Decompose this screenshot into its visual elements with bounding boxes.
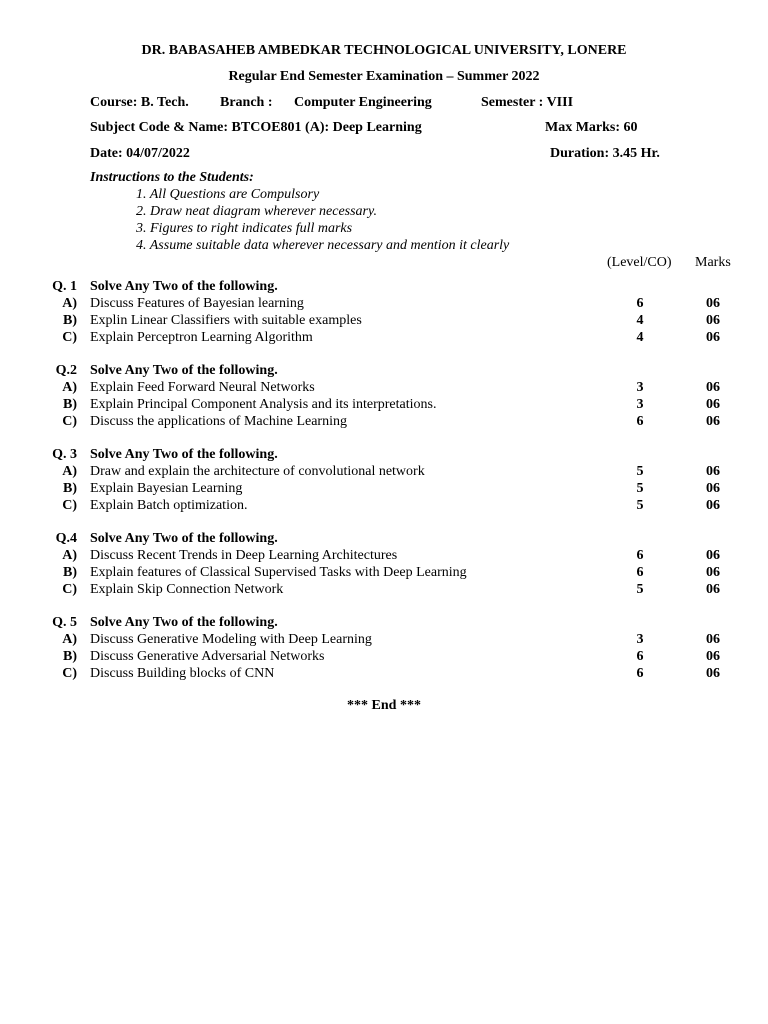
part-marks: 06 [706, 380, 720, 395]
instruction-item: 3. Figures to right indicates full marks [136, 221, 353, 236]
question-title: Solve Any Two of the following. [90, 279, 278, 294]
part-marks: 06 [706, 582, 720, 597]
part-marks: 06 [706, 296, 720, 311]
part-text: Explain Perceptron Learning Algorithm [90, 330, 313, 345]
part-level: 6 [636, 649, 644, 664]
part-text: Explain Bayesian Learning [90, 481, 243, 496]
part-label: C) [62, 582, 77, 597]
part-level: 6 [636, 565, 644, 580]
instruction-item: 1. All Questions are Compulsory [136, 187, 320, 202]
question-number: Q.4 [55, 531, 77, 546]
part-text: Discuss the applications of Machine Learning [90, 414, 347, 429]
part-level: 3 [636, 380, 644, 395]
branch-label: Branch : [220, 95, 273, 110]
exam-title: Regular End Semester Examination – Summer 2022 [228, 69, 540, 84]
part-text: Discuss Building blocks of CNN [90, 666, 275, 681]
question-title: Solve Any Two of the following. [90, 363, 278, 378]
part-text: Explain Feed Forward Neural Networks [90, 380, 315, 395]
part-marks: 06 [706, 313, 720, 328]
part-marks: 06 [706, 632, 720, 647]
part-marks: 06 [706, 414, 720, 429]
part-marks: 06 [706, 464, 720, 479]
part-text: Discuss Generative Modeling with Deep Learning [90, 632, 372, 647]
part-level: 3 [636, 632, 644, 647]
part-label: B) [63, 481, 77, 496]
part-level: 5 [636, 498, 644, 513]
part-label: A) [62, 464, 77, 479]
part-level: 6 [636, 666, 644, 681]
part-level: 5 [636, 582, 644, 597]
end-marker: *** End *** [347, 698, 421, 713]
part-text: Explain Principal Component Analysis and its interpretations. [90, 397, 437, 412]
part-label: B) [63, 397, 77, 412]
level-column-header: (Level/CO) [607, 255, 672, 270]
part-marks: 06 [706, 397, 720, 412]
part-label: B) [63, 313, 77, 328]
part-level: 6 [636, 296, 644, 311]
question-title: Solve Any Two of the following. [90, 615, 278, 630]
question-number: Q. 3 [52, 447, 77, 462]
branch-value: Computer Engineering [294, 95, 432, 110]
part-level: 5 [636, 481, 644, 496]
part-level: 4 [636, 330, 644, 345]
question-number: Q. 1 [52, 279, 77, 294]
part-label: C) [62, 330, 77, 345]
part-text: Draw and explain the architecture of convolutional network [90, 464, 425, 479]
university-title: DR. BABASAHEB AMBEDKAR TECHNOLOGICAL UNIVERSITY, LONERE [141, 43, 627, 58]
part-label: A) [62, 632, 77, 647]
part-level: 6 [636, 414, 644, 429]
part-marks: 06 [706, 649, 720, 664]
part-label: B) [63, 565, 77, 580]
max-marks: Max Marks: 60 [545, 120, 638, 135]
marks-column-header: Marks [695, 255, 731, 270]
subject-label: Subject Code & Name: BTCOE801 (A): Deep Learning [90, 120, 422, 135]
part-text: Explain Batch optimization. [90, 498, 248, 513]
instructions-title: Instructions to the Students: [90, 170, 254, 185]
part-text: Discuss Features of Bayesian learning [90, 296, 304, 311]
instruction-item: 4. Assume suitable data wherever necessary and mention it clearly [136, 238, 510, 253]
part-marks: 06 [706, 498, 720, 513]
part-text: Explain Skip Connection Network [90, 582, 284, 597]
part-level: 6 [636, 548, 644, 563]
part-level: 5 [636, 464, 644, 479]
part-marks: 06 [706, 481, 720, 496]
semester-label: Semester : VIII [481, 95, 574, 110]
question-number: Q.2 [55, 363, 77, 378]
question-title: Solve Any Two of the following. [90, 447, 278, 462]
part-text: Explain features of Classical Supervised Tasks with Deep Learning [90, 565, 467, 580]
part-label: A) [62, 380, 77, 395]
part-label: C) [62, 666, 77, 681]
part-level: 3 [636, 397, 644, 412]
part-text: Discuss Recent Trends in Deep Learning Architectures [90, 548, 398, 563]
part-label: C) [62, 498, 77, 513]
question-title: Solve Any Two of the following. [90, 531, 278, 546]
exam-date: Date: 04/07/2022 [90, 146, 190, 161]
part-label: C) [62, 414, 77, 429]
instruction-item: 2. Draw neat diagram wherever necessary. [136, 204, 377, 219]
part-level: 4 [636, 313, 644, 328]
course-label: Course: B. Tech. [90, 95, 189, 110]
exam-duration: Duration: 3.45 Hr. [550, 146, 660, 161]
part-marks: 06 [706, 548, 720, 563]
question-number: Q. 5 [52, 615, 77, 630]
part-label: B) [63, 649, 77, 664]
part-label: A) [62, 548, 77, 563]
part-text: Discuss Generative Adversarial Networks [90, 649, 325, 664]
part-marks: 06 [706, 565, 720, 580]
part-text: Explin Linear Classifiers with suitable examples [90, 313, 362, 328]
part-label: A) [62, 296, 77, 311]
part-marks: 06 [706, 666, 720, 681]
part-marks: 06 [706, 330, 720, 345]
